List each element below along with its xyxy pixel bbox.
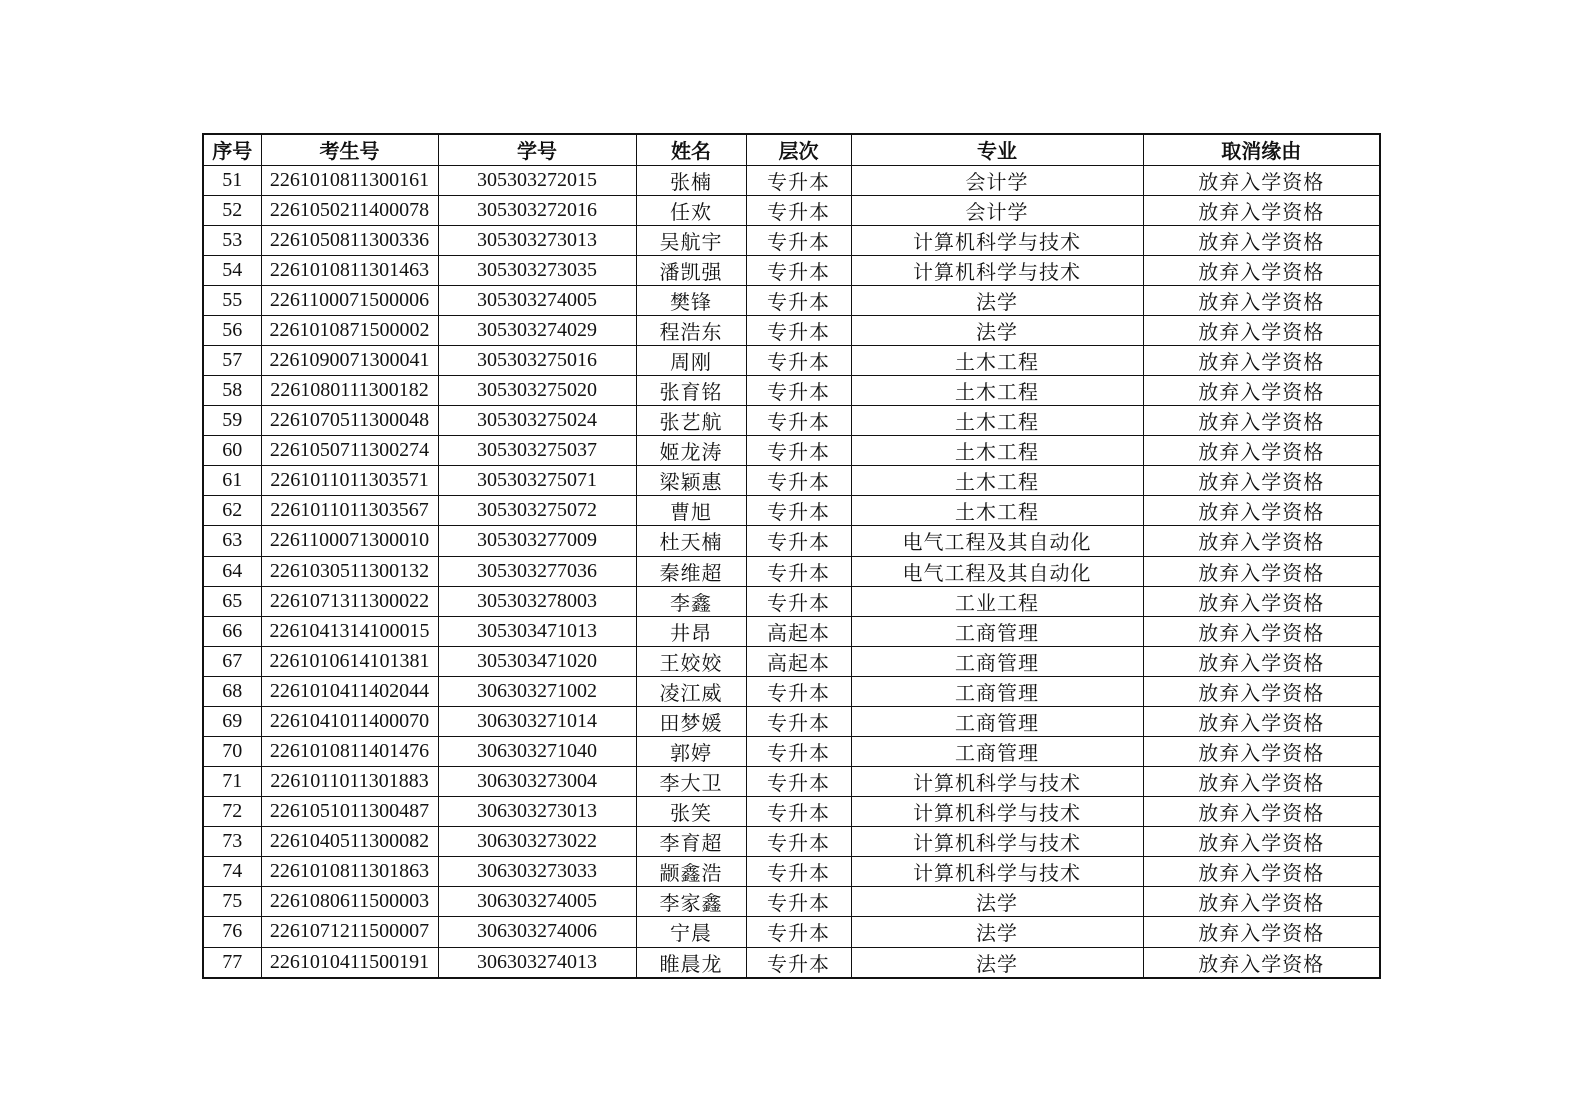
cell-name: 李家鑫 <box>636 887 746 917</box>
cell-name: 王姣姣 <box>636 646 746 676</box>
cell-student-no: 305303273013 <box>438 225 636 255</box>
table-row <box>203 917 1380 947</box>
cell-reason: 放弃入学资格 <box>1143 466 1380 496</box>
cell-reason: 放弃入学资格 <box>1143 616 1380 646</box>
cell-student-no: 305303277009 <box>438 526 636 556</box>
cell-name: 樊锋 <box>636 285 746 315</box>
cell-candidate-no: 2261010411500191 <box>261 947 438 978</box>
cell-reason: 放弃入学资格 <box>1143 887 1380 917</box>
cell-seq: 55 <box>203 285 261 315</box>
cell-reason: 放弃入学资格 <box>1143 797 1380 827</box>
cell-major: 土木工程 <box>851 406 1143 436</box>
cell-student-no: 305303272016 <box>438 195 636 225</box>
cell-seq: 52 <box>203 195 261 225</box>
cell-student-no: 306303274005 <box>438 887 636 917</box>
cell-student-no: 306303271002 <box>438 676 636 706</box>
cell-reason: 放弃入学资格 <box>1143 736 1380 766</box>
cell-seq: 53 <box>203 225 261 255</box>
cell-candidate-no: 2261050711300274 <box>261 436 438 466</box>
cell-student-no: 306303271014 <box>438 706 636 736</box>
header-row <box>203 134 1380 165</box>
cell-student-no: 305303275071 <box>438 466 636 496</box>
cell-candidate-no: 2261050811300336 <box>261 225 438 255</box>
cell-name: 郭婷 <box>636 736 746 766</box>
cell-level: 专升本 <box>746 376 851 406</box>
cell-major: 法学 <box>851 887 1143 917</box>
cell-level: 专升本 <box>746 556 851 586</box>
cell-reason: 放弃入学资格 <box>1143 526 1380 556</box>
cell-name: 吴航宇 <box>636 225 746 255</box>
cell-candidate-no: 2261071211500007 <box>261 917 438 947</box>
table-row <box>203 345 1380 375</box>
cell-seq: 74 <box>203 857 261 887</box>
cell-major: 土木工程 <box>851 466 1143 496</box>
header-cell-seq: 序号 <box>203 134 261 165</box>
cell-candidate-no: 2261090071300041 <box>261 345 438 375</box>
cell-major: 计算机科学与技术 <box>851 857 1143 887</box>
table-row <box>203 195 1380 225</box>
cell-seq: 77 <box>203 947 261 978</box>
cell-name: 张育铭 <box>636 376 746 406</box>
cell-student-no: 305303274029 <box>438 315 636 345</box>
cell-seq: 76 <box>203 917 261 947</box>
cell-student-no: 305303277036 <box>438 556 636 586</box>
cell-name: 李鑫 <box>636 586 746 616</box>
table-row <box>203 827 1380 857</box>
table-row <box>203 436 1380 466</box>
cell-name: 李大卫 <box>636 767 746 797</box>
cell-level: 专升本 <box>746 195 851 225</box>
cell-student-no: 305303272015 <box>438 165 636 195</box>
cell-level: 专升本 <box>746 586 851 616</box>
cell-major: 会计学 <box>851 165 1143 195</box>
cell-seq: 57 <box>203 345 261 375</box>
cell-seq: 63 <box>203 526 261 556</box>
cell-name: 梁颖惠 <box>636 466 746 496</box>
cell-major: 法学 <box>851 315 1143 345</box>
cell-candidate-no: 2261010614101381 <box>261 646 438 676</box>
cell-name: 宁晨 <box>636 917 746 947</box>
cell-student-no: 305303275020 <box>438 376 636 406</box>
cell-reason: 放弃入学资格 <box>1143 255 1380 285</box>
cell-name: 任欢 <box>636 195 746 225</box>
cell-student-no: 305303275072 <box>438 496 636 526</box>
cell-major: 工业工程 <box>851 586 1143 616</box>
cell-major: 电气工程及其自动化 <box>851 556 1143 586</box>
cell-seq: 58 <box>203 376 261 406</box>
cell-reason: 放弃入学资格 <box>1143 376 1380 406</box>
table-row <box>203 165 1380 195</box>
table-row <box>203 466 1380 496</box>
cell-major: 工商管理 <box>851 736 1143 766</box>
cell-level: 专升本 <box>746 406 851 436</box>
cell-reason: 放弃入学资格 <box>1143 827 1380 857</box>
cell-candidate-no: 2261041314100015 <box>261 616 438 646</box>
cell-candidate-no: 2261071311300022 <box>261 586 438 616</box>
cell-major: 土木工程 <box>851 376 1143 406</box>
cell-level: 专升本 <box>746 526 851 556</box>
cell-level: 专升本 <box>746 767 851 797</box>
cell-level: 专升本 <box>746 345 851 375</box>
cell-name: 秦维超 <box>636 556 746 586</box>
cell-reason: 放弃入学资格 <box>1143 857 1380 887</box>
cell-reason: 放弃入学资格 <box>1143 947 1380 978</box>
cell-candidate-no: 2261050211400078 <box>261 195 438 225</box>
cell-candidate-no: 2261011011303571 <box>261 466 438 496</box>
cell-major: 计算机科学与技术 <box>851 797 1143 827</box>
cell-reason: 放弃入学资格 <box>1143 406 1380 436</box>
cell-major: 土木工程 <box>851 345 1143 375</box>
cell-reason: 放弃入学资格 <box>1143 315 1380 345</box>
cell-seq: 51 <box>203 165 261 195</box>
table-row <box>203 797 1380 827</box>
cell-student-no: 305303273035 <box>438 255 636 285</box>
cell-reason: 放弃入学资格 <box>1143 586 1380 616</box>
table-row <box>203 285 1380 315</box>
table-row <box>203 676 1380 706</box>
cell-major: 计算机科学与技术 <box>851 225 1143 255</box>
cell-level: 专升本 <box>746 315 851 345</box>
cell-candidate-no: 2261070511300048 <box>261 406 438 436</box>
cell-candidate-no: 2261030511300132 <box>261 556 438 586</box>
table-body <box>203 165 1380 978</box>
table-row <box>203 736 1380 766</box>
cell-level: 专升本 <box>746 165 851 195</box>
cell-seq: 61 <box>203 466 261 496</box>
cell-student-no: 306303273022 <box>438 827 636 857</box>
cell-seq: 65 <box>203 586 261 616</box>
cell-major: 法学 <box>851 947 1143 978</box>
cell-seq: 73 <box>203 827 261 857</box>
cell-major: 工商管理 <box>851 706 1143 736</box>
header-cell-student-no: 学号 <box>438 134 636 165</box>
cell-candidate-no: 2261100071500006 <box>261 285 438 315</box>
cell-reason: 放弃入学资格 <box>1143 225 1380 255</box>
table-row <box>203 947 1380 978</box>
cell-major: 计算机科学与技术 <box>851 255 1143 285</box>
cell-seq: 70 <box>203 736 261 766</box>
table-row <box>203 315 1380 345</box>
cell-name: 井昂 <box>636 616 746 646</box>
cell-seq: 62 <box>203 496 261 526</box>
cell-seq: 64 <box>203 556 261 586</box>
cell-seq: 54 <box>203 255 261 285</box>
cell-name: 杜天楠 <box>636 526 746 556</box>
cell-student-no: 306303273033 <box>438 857 636 887</box>
cell-name: 姬龙涛 <box>636 436 746 466</box>
table-row <box>203 887 1380 917</box>
table-row <box>203 857 1380 887</box>
cell-reason: 放弃入学资格 <box>1143 436 1380 466</box>
cell-level: 专升本 <box>746 827 851 857</box>
cell-level: 专升本 <box>746 947 851 978</box>
cell-level: 专升本 <box>746 706 851 736</box>
table-row <box>203 616 1380 646</box>
cell-level: 专升本 <box>746 466 851 496</box>
cell-reason: 放弃入学资格 <box>1143 556 1380 586</box>
cell-major: 会计学 <box>851 195 1143 225</box>
cell-student-no: 306303273004 <box>438 767 636 797</box>
cell-candidate-no: 2261080611500003 <box>261 887 438 917</box>
cell-candidate-no: 2261010411402044 <box>261 676 438 706</box>
cell-candidate-no: 2261010811401476 <box>261 736 438 766</box>
cell-student-no: 306303274013 <box>438 947 636 978</box>
cell-candidate-no: 2261041011400070 <box>261 706 438 736</box>
cell-seq: 75 <box>203 887 261 917</box>
cell-major: 工商管理 <box>851 616 1143 646</box>
header-cell-name: 姓名 <box>636 134 746 165</box>
table-row <box>203 556 1380 586</box>
cell-name: 睢晨龙 <box>636 947 746 978</box>
cell-seq: 68 <box>203 676 261 706</box>
cell-reason: 放弃入学资格 <box>1143 496 1380 526</box>
cell-reason: 放弃入学资格 <box>1143 195 1380 225</box>
cell-seq: 71 <box>203 767 261 797</box>
table-row <box>203 526 1380 556</box>
cell-reason: 放弃入学资格 <box>1143 165 1380 195</box>
cell-level: 专升本 <box>746 436 851 466</box>
cell-reason: 放弃入学资格 <box>1143 345 1380 375</box>
cell-seq: 60 <box>203 436 261 466</box>
cell-candidate-no: 2261051011300487 <box>261 797 438 827</box>
cell-level: 专升本 <box>746 887 851 917</box>
cell-level: 专升本 <box>746 255 851 285</box>
table-row <box>203 767 1380 797</box>
cell-candidate-no: 2261100071300010 <box>261 526 438 556</box>
cell-student-no: 305303275024 <box>438 406 636 436</box>
cell-major: 土木工程 <box>851 436 1143 466</box>
cell-student-no: 306303271040 <box>438 736 636 766</box>
cell-major: 电气工程及其自动化 <box>851 526 1143 556</box>
cell-reason: 放弃入学资格 <box>1143 706 1380 736</box>
cell-level: 高起本 <box>746 646 851 676</box>
cell-major: 土木工程 <box>851 496 1143 526</box>
header-cell-candidate-no: 考生号 <box>261 134 438 165</box>
table-row <box>203 376 1380 406</box>
cell-candidate-no: 2261080111300182 <box>261 376 438 406</box>
cell-name: 程浩东 <box>636 315 746 345</box>
cell-major: 法学 <box>851 285 1143 315</box>
cell-candidate-no: 2261010871500002 <box>261 315 438 345</box>
admission-cancellation-table <box>202 133 1381 979</box>
cell-student-no: 305303274005 <box>438 285 636 315</box>
header-cell-level: 层次 <box>746 134 851 165</box>
header-cell-reason: 取消缘由 <box>1143 134 1380 165</box>
cell-major: 计算机科学与技术 <box>851 827 1143 857</box>
cell-name: 周刚 <box>636 345 746 375</box>
cell-candidate-no: 2261040511300082 <box>261 827 438 857</box>
table-row <box>203 406 1380 436</box>
cell-reason: 放弃入学资格 <box>1143 676 1380 706</box>
cell-student-no: 305303275016 <box>438 345 636 375</box>
cell-level: 专升本 <box>746 857 851 887</box>
table-row <box>203 646 1380 676</box>
cell-student-no: 305303278003 <box>438 586 636 616</box>
cell-name: 颛鑫浩 <box>636 857 746 887</box>
cell-candidate-no: 2261010811300161 <box>261 165 438 195</box>
table-row <box>203 255 1380 285</box>
header-cell-major: 专业 <box>851 134 1143 165</box>
table-row <box>203 706 1380 736</box>
table-row <box>203 496 1380 526</box>
cell-candidate-no: 2261011011301883 <box>261 767 438 797</box>
cell-seq: 72 <box>203 797 261 827</box>
cell-level: 专升本 <box>746 736 851 766</box>
cell-student-no: 305303471013 <box>438 616 636 646</box>
cell-name: 张艺航 <box>636 406 746 436</box>
cell-student-no: 305303471020 <box>438 646 636 676</box>
cell-reason: 放弃入学资格 <box>1143 767 1380 797</box>
cell-seq: 69 <box>203 706 261 736</box>
cell-name: 张楠 <box>636 165 746 195</box>
cell-level: 高起本 <box>746 616 851 646</box>
cell-candidate-no: 2261011011303567 <box>261 496 438 526</box>
cell-name: 潘凯强 <box>636 255 746 285</box>
cell-reason: 放弃入学资格 <box>1143 646 1380 676</box>
cell-name: 凌江威 <box>636 676 746 706</box>
table-row <box>203 586 1380 616</box>
cell-level: 专升本 <box>746 676 851 706</box>
cell-student-no: 306303273013 <box>438 797 636 827</box>
cell-student-no: 306303274006 <box>438 917 636 947</box>
cell-name: 曹旭 <box>636 496 746 526</box>
cell-seq: 56 <box>203 315 261 345</box>
cell-major: 法学 <box>851 917 1143 947</box>
cell-major: 工商管理 <box>851 676 1143 706</box>
cell-seq: 66 <box>203 616 261 646</box>
cell-reason: 放弃入学资格 <box>1143 285 1380 315</box>
cell-candidate-no: 2261010811301863 <box>261 857 438 887</box>
cell-candidate-no: 2261010811301463 <box>261 255 438 285</box>
cell-name: 李育超 <box>636 827 746 857</box>
cell-name: 张笑 <box>636 797 746 827</box>
cell-student-no: 305303275037 <box>438 436 636 466</box>
table-row <box>203 225 1380 255</box>
cell-major: 计算机科学与技术 <box>851 767 1143 797</box>
cell-major: 工商管理 <box>851 646 1143 676</box>
cell-seq: 67 <box>203 646 261 676</box>
cell-level: 专升本 <box>746 496 851 526</box>
cell-level: 专升本 <box>746 225 851 255</box>
cell-level: 专升本 <box>746 285 851 315</box>
cell-level: 专升本 <box>746 797 851 827</box>
cell-level: 专升本 <box>746 917 851 947</box>
cell-seq: 59 <box>203 406 261 436</box>
cell-reason: 放弃入学资格 <box>1143 917 1380 947</box>
cell-name: 田梦媛 <box>636 706 746 736</box>
